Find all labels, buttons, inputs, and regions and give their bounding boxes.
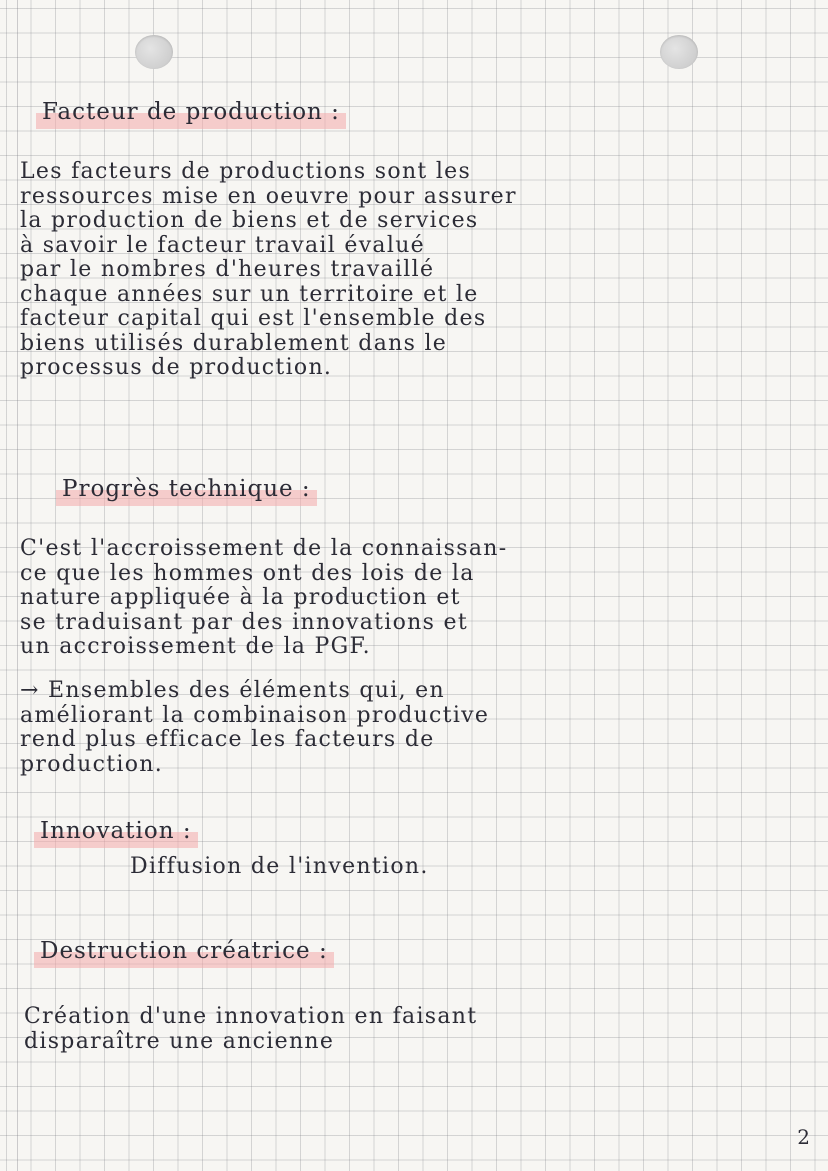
text-line: rend plus efficace les facteurs de (20, 727, 435, 752)
text-line: → Ensembles des éléments qui, en (20, 678, 445, 703)
section-title-destruction: Destruction créatrice : (40, 938, 328, 964)
punch-hole-left (135, 35, 173, 69)
text-line: la production de biens et de services (20, 208, 479, 233)
text-line: ce que les hommes ont des lois de la (20, 560, 475, 586)
text-line: ressources mise en oeuvre pour assurer (20, 183, 517, 209)
text-line: améliorant la combinaison productive (20, 702, 490, 728)
text-line: nature appliquée à la production et (20, 585, 461, 610)
text-line: C'est l'accroissement de la connaissan- (20, 536, 508, 561)
text-line: facteur capital qui est l'ensemble des (20, 306, 487, 331)
text-line: production. (20, 751, 164, 777)
section-title-progress-wrap (62, 476, 311, 502)
section-title-innovation: Innovation : (40, 818, 192, 844)
paragraph-factor (20, 160, 517, 381)
section-title-destruction-wrap (40, 938, 328, 964)
text-line: un accroissement de la PGF. (20, 634, 371, 659)
page-number: 2 (797, 1125, 810, 1149)
text-line: chaque années sur un territoire et le (20, 281, 479, 307)
text-line: se traduisant par des innovations et (20, 609, 468, 635)
punch-hole-right (660, 35, 698, 69)
paragraph-innovation (130, 855, 429, 880)
section-title-progress: Progrès technique : (62, 476, 311, 502)
text-line: à savoir le facteur travail évalué (20, 232, 425, 258)
paragraph-destruction (24, 1005, 477, 1054)
section-title-innovation-wrap (40, 818, 192, 844)
section-title-factor-wrap (42, 99, 340, 125)
text-line: Les facteurs de productions sont les (20, 159, 472, 184)
paragraph-progress-extra (20, 679, 489, 777)
margin-line (17, 0, 18, 1171)
text-line: Diffusion de l'invention. (130, 854, 429, 879)
paragraph-progress (20, 537, 507, 660)
text-line: biens utilisés durablement dans le (20, 330, 448, 356)
section-title-factor: Facteur de production : (42, 99, 340, 125)
text-line: processus de production. (20, 355, 333, 380)
text-line: par le nombres d'heures travaillé (20, 257, 435, 282)
text-line: Création d'une innovation en faisant (24, 1004, 478, 1029)
text-line: disparaître une ancienne (24, 1028, 335, 1054)
